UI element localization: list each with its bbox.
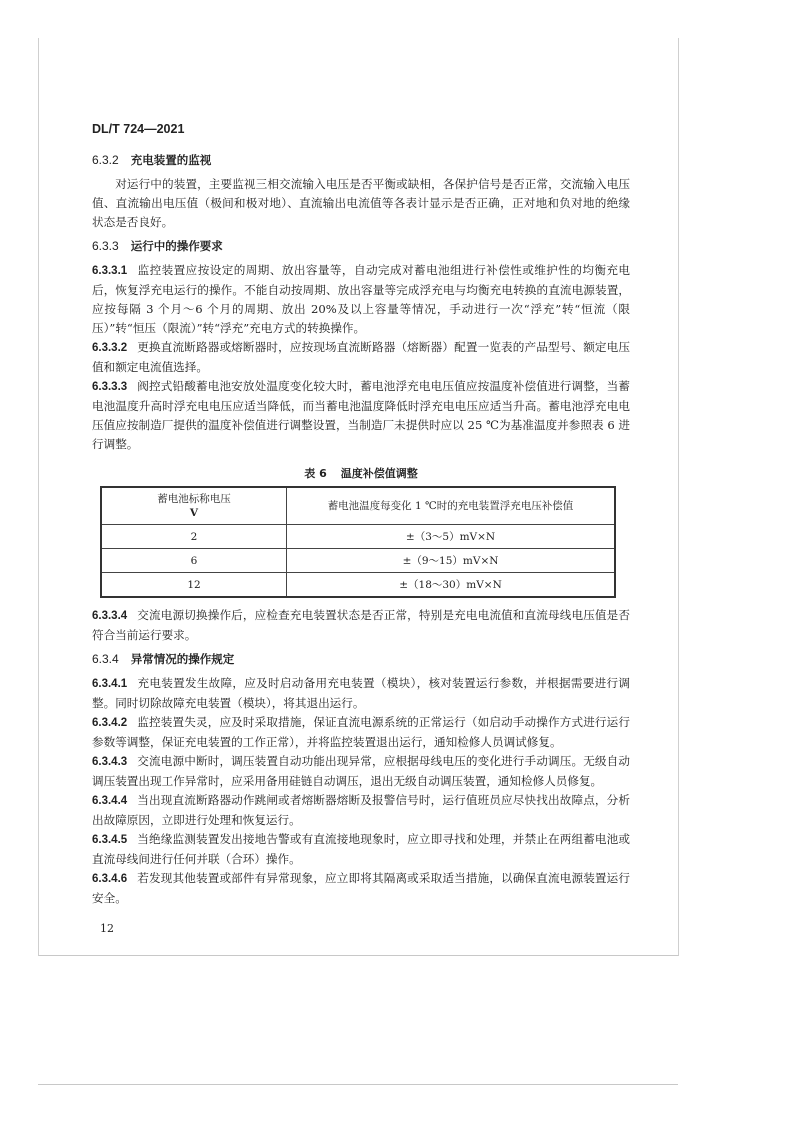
clause-number: 6.3.4.3 [92,756,128,768]
clause-text: 当绝缘监测装置发出接地告警或有直流接地现象时，应立即寻找和处理，并禁止在两组蓄电池或直流母线间进行任何并联（合环）操作。 [92,832,630,866]
clause-text: 阀控式铅酸蓄电池安放处温度变化较大时，蓄电池浮充电电压值应按温度补偿值进行调整，当蓄电池温度升高时浮充电电压应适当降低，而当蓄电池温度降低时浮充电电压应适当升高。蓄电池浮充电电压值应按制造厂提供的温度补偿值进行调整设置，当制造厂未提供时应以 25 ℃为基准温度并参照表 6 进行调整。 [92,379,630,451]
section-title: 充电装置的监视 [130,153,212,167]
table-number: 表 6 [304,467,327,480]
clause-6-3-3-3 [92,377,630,454]
section-number: 6.3.2 [92,153,119,167]
header-label: 蓄电池标称电压 [157,493,231,505]
table-cell: ±（3～5）mV×N [287,525,616,549]
clause-text: 充电装置发生故障，应及时启动备用充电装置（模块），核对装置运行参数，并根据需要进行调整。同时切除故障充电装置（模块），将其退出运行。 [92,676,630,710]
table-cell: ±（18～30）mV×N [287,573,616,598]
divider [38,1084,678,1085]
section-number: 6.3.3 [92,239,119,253]
clause-text: 监控装置应按设定的周期、放出容量等，自动完成对蓄电池组进行补偿性或维护性的均衡充电后，恢复浮充电运行的操作。不能自动按周期、放出容量等完成浮充电与均衡充电转换的直流电源装置，应按每隔 3 个月～6 个月的周期、放出 20%及以上容量等情况，手动进行一次“浮充”转“恒流（限压）”转“恒压（限流）”转“浮充”充电方式的转换操作。 [92,263,630,335]
clause-number: 6.3.4.2 [92,717,128,729]
table-caption [92,464,630,483]
section-number: 6.3.4 [92,652,119,666]
section-heading-6-3-4 [92,650,630,669]
temperature-compensation-table [100,486,616,598]
clause-number: 6.3.3.1 [92,265,128,277]
standard-number: DL/T 724—2021 [92,122,185,136]
table-cell: 2 [101,525,287,549]
paragraph: 对运行中的装置，主要监视三相交流输入电压是否平衡或缺相，各保护信号是否正常，交流输入电压值、直流输出电压值（极间和极对地）、直流输出电流值等各表计显示是否正确，正对地和负对地的绝缘状态是否良好。 [92,177,630,229]
clause-number: 6.3.4.4 [92,795,128,807]
section-title: 异常情况的操作规定 [130,652,235,666]
clause-6-3-4-2 [92,713,630,752]
clause-text: 交流电源中断时，调压装置自动功能出现异常，应根据母线电压的变化进行手动调压。无级自动调压装置出现工作异常时，应采用备用硅链自动调压，退出无级自动调压装置，通知检修人员修复。 [92,754,630,788]
table-header-row [101,487,615,525]
table-title: 温度补偿值调整 [340,467,418,480]
clause-text: 若发现其他装置或部件有异常现象，应立即将其隔离或采取适当措施，以确保直流电源装置运行安全。 [92,871,630,905]
section-title: 运行中的操作要求 [130,239,223,253]
section-heading-6-3-3 [92,237,630,256]
clause-6-3-4-1 [92,674,630,713]
table-row [101,573,615,598]
clause-text: 交流电源切换操作后，应检查充电装置状态是否正常，特别是充电电流值和直流母线电压值是否符合当前运行要求。 [92,608,630,642]
clause-6-3-4-4 [92,791,630,830]
clause-number: 6.3.4.1 [92,678,128,690]
clause-6-3-3-2 [92,338,630,377]
clause-number: 6.3.3.3 [92,381,128,393]
table-cell: 12 [101,573,287,598]
clause-6-3-4-6 [92,869,630,908]
clause-text: 监控装置失灵，应及时采取措施，保证直流电源系统的正常运行（如启动手动操作方式进行运行参数等调整，保证充电装置的工作正常），并将监控装置退出运行，通知检修人员调试修复。 [92,715,630,749]
clause-text: 当出现直流断路器动作跳闸或者熔断器熔断及报警信号时，运行值班员应尽快找出故障点，分析出故障原因，立即进行处理和恢复运行。 [92,793,630,827]
clause-6-3-3-4 [92,606,630,645]
page-number: 12 [100,922,114,935]
clause-number: 6.3.4.6 [92,873,128,885]
clause-text: 更换直流断路器或熔断器时，应按现场直流断路器（熔断器）配置一览表的产品型号、额定电压值和额定电流值选择。 [92,340,630,374]
table-cell: ±（9～15）mV×N [287,549,616,573]
clause-number: 6.3.3.2 [92,342,128,354]
header-cell [101,487,287,525]
header-cell: 蓄电池温度每变化 1 ℃时的充电装置浮充电压补偿值 [287,487,616,525]
page-content [92,120,630,936]
table-row [101,525,615,549]
table-cell: 6 [101,549,287,573]
clause-number: 6.3.3.4 [92,610,128,622]
clause-6-3-3-1 [92,261,630,338]
clause-6-3-4-5 [92,830,630,869]
section-heading-6-3-2 [92,151,630,170]
table-row [101,549,615,573]
header-unit: V [189,507,199,519]
clause-6-3-4-3 [92,752,630,791]
clause-number: 6.3.4.5 [92,834,128,846]
